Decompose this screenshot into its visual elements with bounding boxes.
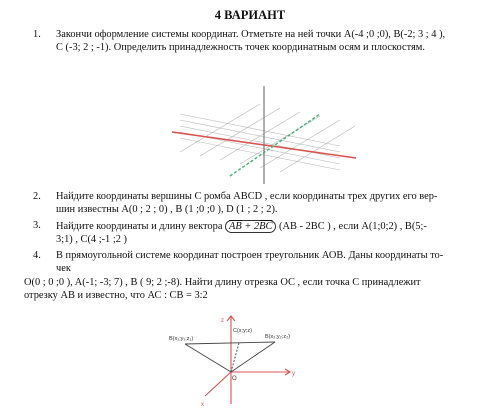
triangle-diagram — [165, 314, 315, 410]
segment-oa — [185, 344, 231, 372]
label-z: z — [221, 318, 224, 324]
task-4-number: 4. — [33, 250, 41, 261]
segment-ab — [185, 342, 275, 344]
task-3-line-2: 3;1) , C(4 ;-1 ;2 ) — [56, 234, 127, 245]
label-point-c: C(x;y;z) — [233, 328, 252, 334]
label-point-b: B(x₂;y₂;z₂) — [265, 334, 291, 340]
task-4-line-3: O(0 ; 0 ;0 ), A(-1; -3; 7) , B ( 9; 2 ;-8). Найти длину отрезка ОС , если точка С принадлежит — [24, 277, 421, 288]
grid-lines — [180, 104, 355, 172]
coordinate-grid-figure — [170, 86, 360, 186]
label-origin: O — [232, 376, 237, 382]
vector-ab: $\overline{AB}$ — [229, 221, 242, 232]
task-1-line-2: C (-3; 2 ; -1). Определить принадлежность точек координатным осям и плоскостям. — [56, 42, 425, 53]
task-3-middle: (AB - 2BC ) , если A(1;0;2) , B(5;- — [279, 221, 427, 232]
label-x: x — [201, 402, 204, 408]
task-2-number: 2. — [33, 191, 41, 202]
task-3-prefix: Найдите координаты и длину вектора — [56, 221, 223, 232]
task-1-number: 1. — [33, 29, 41, 40]
task-2-line-1: Найдите координаты вершины C ромба ABCD , если координаты трех других его вер- — [56, 191, 438, 202]
page-title: 4 ВАРИАНТ — [214, 8, 286, 22]
task-4-line-2: чек — [56, 263, 71, 274]
vector-plus: + 2 — [241, 221, 260, 232]
task-3-number: 3. — [33, 220, 41, 231]
task-1-line-1: Закончи оформление системы координат. Отметьте на ней точки A(-4 ;0 ;0), B(-2; 3 ; 4 ), — [56, 29, 446, 40]
task-3-line-1 — [56, 220, 427, 233]
task-4-line-4: отрезку АВ и известно, что АС : СВ = 3:2 — [24, 290, 208, 301]
task-4-line-1: В прямоугольной системе координат построен треугольник АОВ. Даны координаты то- — [56, 250, 444, 261]
task-2-line-2: шин известны A(0 ; 2 ; 0) , B (1 ;0 ;0 ), D (1 ; 2 ; 2). — [56, 204, 278, 215]
label-point-a: B(x₁;y₁;z₁) — [169, 336, 194, 342]
diagram-x-axis — [205, 372, 231, 396]
label-y: y — [292, 371, 295, 377]
vector-expression — [225, 220, 276, 233]
vector-bc: $\overline{BC}$ — [259, 221, 273, 232]
